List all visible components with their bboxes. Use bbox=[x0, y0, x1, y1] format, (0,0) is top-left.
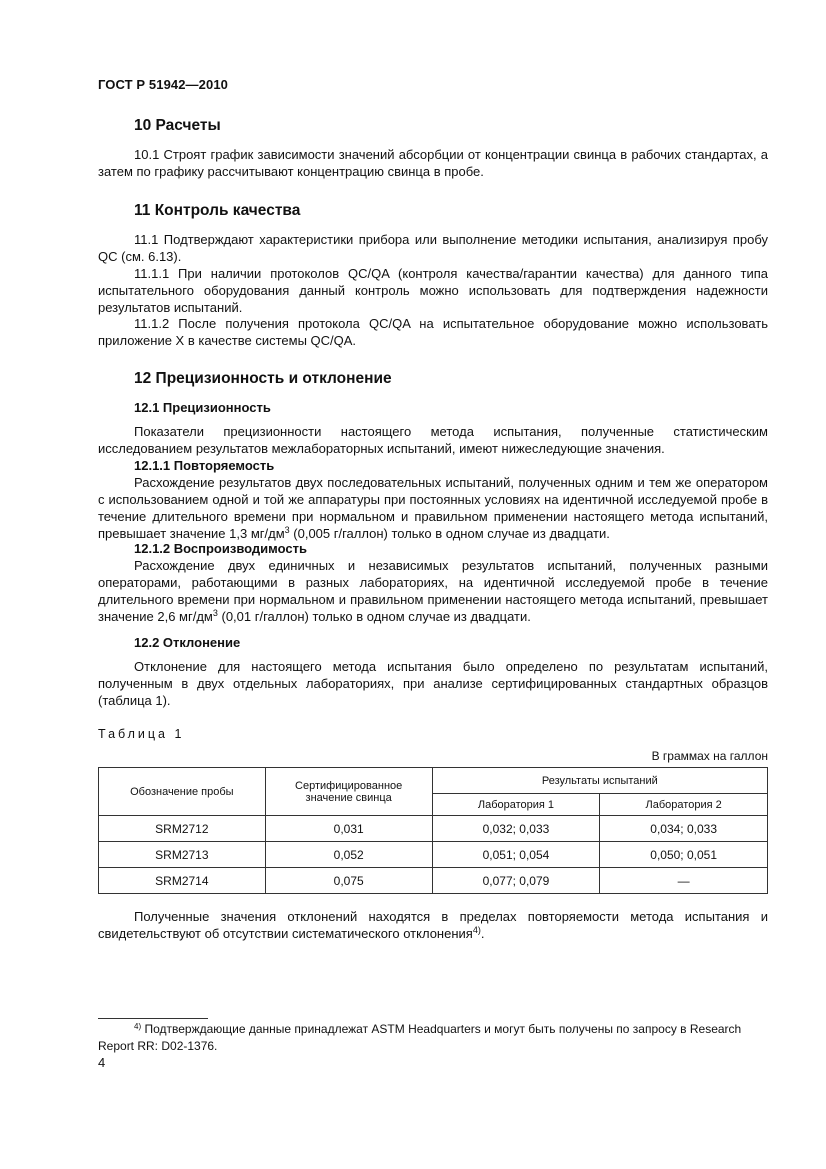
cell-lab-1: 0,051; 0,054 bbox=[432, 842, 600, 868]
footnote: $^{4)}$ Подтверждающие данные принадлежат ASTM Headquarters и могут быть получены по запросу в Research Report RR: D02-1376. bbox=[98, 1022, 742, 1053]
table-units: В граммах на галлон bbox=[651, 749, 768, 763]
section-11-paragraph-2: 11.1.1 При наличии протоколов QC/QA (контроля качества/гарантии качества) для данного типа испытательного оборудования данный контроль можно использовать для подтверждения надежности результатов испытаний. bbox=[98, 266, 768, 315]
section-12-title: 12 Прецизионность и отклонение bbox=[134, 370, 392, 387]
cell-certified: 0,031 bbox=[265, 816, 432, 842]
cell-certified: 0,075 bbox=[265, 868, 432, 894]
cell-lab-1: 0,032; 0,033 bbox=[432, 816, 600, 842]
cell-sample: SRM2712 bbox=[99, 816, 266, 842]
header-lab-1: Лаборатория 1 bbox=[432, 794, 600, 816]
document-code: ГОСТ Р 51942—2010 bbox=[98, 77, 228, 92]
cell-lab-2: 0,034; 0,033 bbox=[600, 816, 768, 842]
section-12-1-paragraph: Показатели прецизионности настоящего метода испытания, полученные статистическим исследованием результатов межлабораторных испытаний, имеют нижеследующие значения. bbox=[98, 424, 768, 456]
page-number: 4 bbox=[98, 1055, 106, 1070]
section-12-1-1-paragraph: Расхождение результатов двух последовательных испытаний, полученных одним и тем же оператором с использованием одной и той же аппаратуры при постоянных условиях на идентичной исследуемой пробе в течение длительного времени при нормальном и правильном применении настоящего метода испытаний, превышает значение 1,3 $мг/дм^3$ (0,005 г/галлон) только в одном случае из двадцати. bbox=[98, 475, 768, 541]
section-12-1-2-title: 12.1.2 Воспроизводимость bbox=[134, 541, 307, 556]
table-caption: Таблица 1 bbox=[98, 727, 185, 741]
cell-sample: SRM2713 bbox=[99, 842, 266, 868]
cell-lab-2: — bbox=[600, 868, 768, 894]
conclusion-paragraph: Полученные значения отклонений находятся в пределах повторяемости метода испытания и свидетельствуют об отсутствии систематического отклонения$^{4)}$. bbox=[98, 909, 768, 941]
table-row bbox=[99, 842, 768, 868]
header-lab-2: Лаборатория 2 bbox=[600, 794, 768, 816]
section-12-1-title: 12.1 Прецизионность bbox=[134, 400, 271, 415]
footnote-divider bbox=[98, 1018, 208, 1019]
section-12-1-2-paragraph: Расхождение двух единичных и независимых результатов испытаний, полученных разными операторами, работающими в разных лабораториях, на идентичной исследуемой пробе в течение длительного времени при нормальном и правильном применении настоящего метода испытаний, превышает значение 2,6 $мг/дм^3$ (0,01 г/галлон) только в одном случае из двадцати. bbox=[98, 558, 768, 624]
section-12-2-paragraph: Отклонение для настоящего метода испытания было определено по результатам испытаний, полученным в двух отдельных лабораториях, при анализе сертифицированных стандартных образцов (таблица 1). bbox=[98, 659, 768, 708]
section-10-paragraph-1: 10.1 Строят график зависимости значений абсорбции от концентрации свинца в рабочих стандартах, а затем по графику рассчитывают концентрацию свинца в пробе. bbox=[98, 147, 768, 179]
cell-sample: SRM2714 bbox=[99, 868, 266, 894]
table-row bbox=[99, 868, 768, 894]
cell-certified: 0,052 bbox=[265, 842, 432, 868]
section-12-2-title: 12.2 Отклонение bbox=[134, 635, 241, 650]
section-11-paragraph-1: 11.1 Подтверждают характеристики прибора или выполнение методики испытания, анализируя пробу QC (см. 6.13). bbox=[98, 232, 768, 264]
results-table bbox=[98, 767, 768, 894]
cell-lab-2: 0,050; 0,051 bbox=[600, 842, 768, 868]
table-row bbox=[99, 816, 768, 842]
section-12-1-1-title: 12.1.1 Повторяемость bbox=[134, 458, 275, 473]
header-sample: Обозначение пробы bbox=[99, 768, 266, 816]
header-certified-lead: Сертифицированное значение свинца bbox=[265, 768, 432, 816]
footnote-mark: 4) bbox=[134, 1022, 142, 1031]
cell-lab-1: 0,077; 0,079 bbox=[432, 868, 600, 894]
section-11-title: 11 Контроль качества bbox=[134, 202, 301, 219]
footnote-reference[interactable]: 4) bbox=[472, 925, 481, 935]
section-11-paragraph-3: 11.1.2 После получения протокола QC/QA на испытательное оборудование можно использовать приложение X в качестве системы QC/QA. bbox=[98, 316, 768, 348]
section-10-title: 10 Расчеты bbox=[134, 117, 221, 134]
header-test-results: Результаты испытаний bbox=[432, 768, 767, 794]
